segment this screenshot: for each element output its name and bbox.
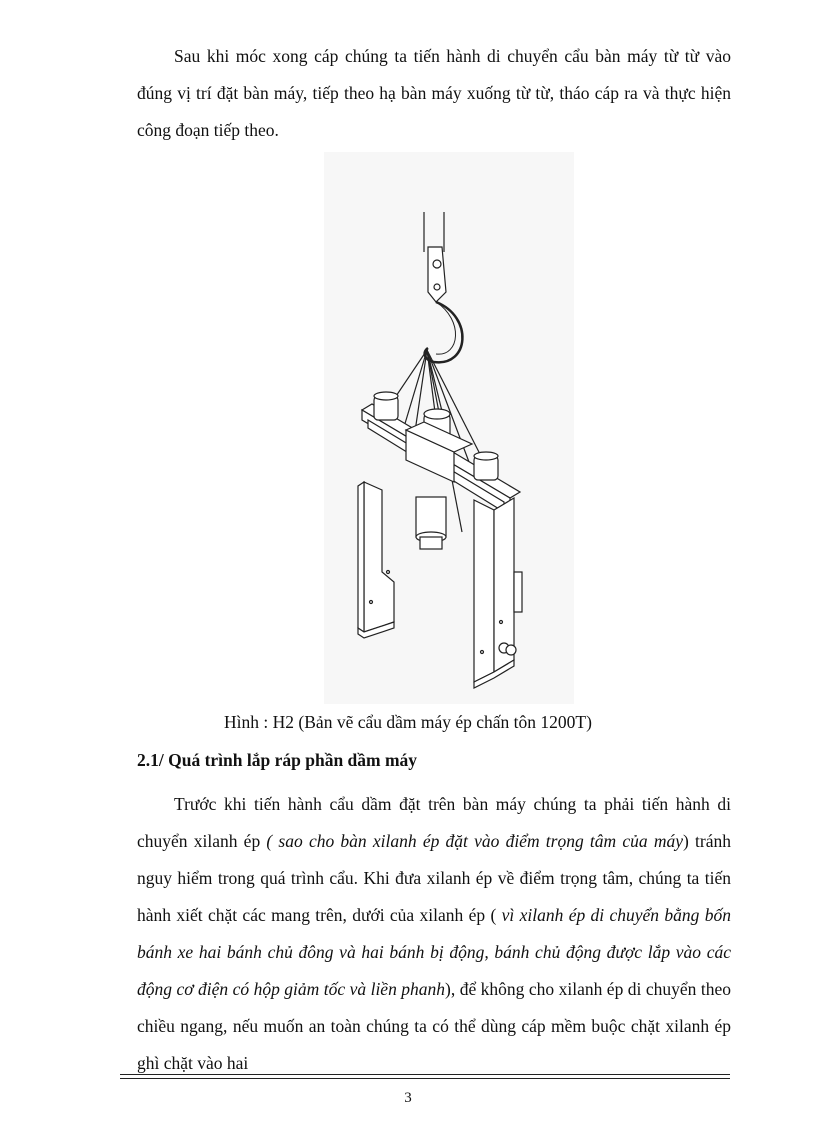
footer-rule-bottom: [120, 1078, 730, 1079]
para-italic-2: vì xilanh ép di chuyển bằng bốn bánh xe hai bánh chủ đông và hai bánh bị động, bánh chủ động được lắp vào các động cơ điện có hộp giảm tốc và liền phanh: [137, 905, 731, 999]
section-heading: 2.1/ Quá trình lắp ráp phần dầm máy: [137, 750, 418, 770]
para-italic-1: ( sao cho bàn xilanh ép đặt vào điểm trọng tâm của máy: [266, 831, 683, 851]
para-text-1: Trước khi tiến hành cẩu dầm đặt trên bàn máy chúng ta phải tiến hành di chuyển xilanh ép: [137, 794, 731, 851]
intro-paragraph: Sau khi móc xong cáp chúng ta tiến hành di chuyển cẩu bàn máy từ từ vào đúng vị trí đặt bàn máy, tiếp theo hạ bàn máy xuống từ từ, tháo cáp ra và thực hiện công đoạn tiếp theo.: [137, 46, 731, 140]
page-number: 3: [404, 1090, 412, 1106]
para-text-2: ) tránh nguy hiểm trong quá trình cẩu. Khi đưa xilanh ép về điểm trọng tâm, chúng ta tiến hành xiết chặt các mang trên, dưới của xilanh ép (: [137, 831, 731, 925]
para-text-3: ), để không cho xilanh ép di chuyển theo chiều ngang, nếu muốn an toàn chúng ta có thể dùng cáp mềm buộc chặt xilanh ép ghì chặt vào hai: [137, 979, 731, 1073]
section-paragraph: [137, 786, 731, 1082]
footer-rule-top: [120, 1074, 730, 1075]
figure-caption: Hình : H2 (Bản vẽ cẩu dầm máy ép chấn tôn 1200T): [224, 712, 592, 732]
figure-crane-drawing: [324, 152, 574, 704]
crane-hook-beam-icon: [324, 152, 574, 704]
